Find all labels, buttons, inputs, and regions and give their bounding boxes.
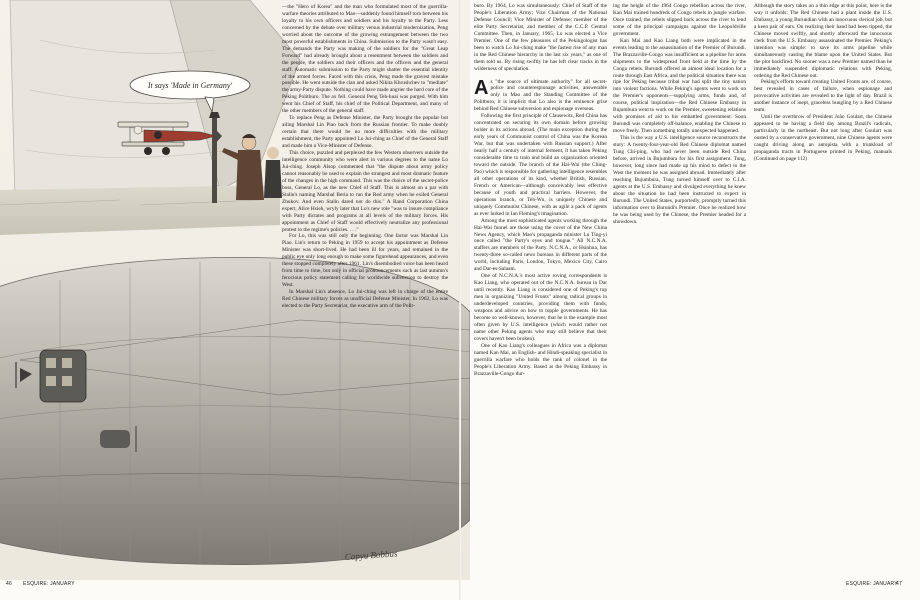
- right-page-number: 47: [896, 581, 902, 587]
- paragraph: One of N.C.N.A.'s most active roving correspondents is Kao Liang, who operated out of the N.C.N.A. bureau in Dar until recently. Kao Liang is considered one of Peking's top men in organizing "United Fronts" among radical groups in underdeveloped countries, providing them with funds, weapons and advice on how to topple governments. He has become so well-known, however, that he is the example most often given by U.S. intelligence (which would rather not name other Peking agents who may still believe that their covers haven't been broken).: [474, 273, 607, 342]
- paragraph: Until the overthrow of President João Goulart, the Chinese appeared to be having a field day among Brazil's radicals, particularly in the northeast. But not long after Goulart was ousted by a conservative government, nine Chinese agents were caught driving along an autopista with a trunkload of propaganda tracts in Portuguese printed in Peking, manuals (Continued on page 112): [754, 114, 892, 162]
- paragraph: Among the most sophisticated agents working through the Hai-Wai funnel are those using the cover of the New China News Agency, which Mao's propaganda minister Lu Ting-yi once called "the Party's eyes and tongue." All N.C.N.A. staffers are members of the Party. N.C.N.A., or Hsinhua, has twenty-three so-called news bureaus in different parts of the world, including Paris, London, Tokyo, Mexico City, Cairo and Dar-es-Salaam.: [474, 217, 607, 273]
- drop-cap: A: [474, 76, 489, 99]
- article-column-1: [282, 4, 448, 310]
- left-page-number: 46: [6, 581, 12, 587]
- paragraph: This is the way a U.S. intelligence source reconstructs the story: A twenty-four-year-old Red Chinese diplomat named Tung Chi-ping, who had never been outside Red China before, arrived in Bujumbura for his first assignment. Tung, however, long since had made up his mind to defect to the West the moment he was assigned abroad. Immediately after reaching Bujumbura, Tung turned himself over to C.I.A. agents at the U.S. Embassy and divulged everything he knew about the situation he had been instructed to expect in Burundi. The United States, purportedly, promptly turned this information over to Burundi's Premier. Once he realized how he was being used by the Chinese, the Premier headed for a showdown.: [613, 135, 746, 225]
- paragraph: buro. By 1964, Lo was simultaneously: Chief of Staff of the People's Liberation Army; Vice Chairman of the National Defense Council; Vice Minister of Defense; member of the elite Party Secretariat, and member of the C.C.P. Central Committee. Then, in January, 1965, Lo was elected a Vice Premier. One of the few pleasures of the Pekingologist has been to watch Lo Jui-ching make "the fastest rise of any man in the Red Chinese hierarchy in the last six years," as one of them told us. By rising swiftly he has left clear tracks in the wilderness of speculation.: [474, 3, 607, 72]
- artist-signature: Capyu Bobbus: [344, 548, 398, 562]
- paragraph-with-dropcap: [474, 76, 607, 114]
- paragraph: —the "Hero of Korea" and the man who formulated most of the guerrilla-warfare theories attributed to Mao—suddenly found himself torn between his loyalty to his own officers and soldiers and his loyalty to the Party. Less concerned by the debate over military versus industrial modernization, Peng worried about the outcome of the growing estrangement between the two most powerful establishments in China. Submission to the Party wasn't easy. The demands the Party was making of the soldiers for the "Great Leap Forward" had already brought about a resentment between the soldiers and the people, the soldiers and their officers and the officers and the general staff. Automatic submission to the Party might shatter the essential identity of the armed forces. Faced with this crisis, Peng made the gravest mistake possible. He went outside the clan and asked Nikita Khrushchev to "mediate" the army-Party dispute. Nothing could have made angrier the hard core of the Peking Politburo. The ax fell. General Peng Teh-huai was purged. With him went his Chief of Staff, his chief of the Political Department, and many of the other members of the general staff.: [282, 4, 448, 115]
- article-column-4: [754, 3, 892, 163]
- paragraph: Following the first principle of Clausewitz, Red China has concentrated on securing its own domain before growing bolder in its actions abroad. (The main exception during the early years of Communist control of China was the Korean War, but that was undertaken with Russian support.) After nearly half a century of internal ferment, it has taken Peking considerable time to train and build an organization oriented toward the outside. The branch of the Hai-Wai (the Ching-Pao) which is responsible for gathering intelligence resembles all other operations of its kind, whether British, Russian, French or American—although conceivably less effective because of youth and practical barriers. However, the operations branch, or Teh-Wu, is uniquely Chinese and uniquely Communist Chinese, with as agile a pack of agents as ever lurked in Ian Fleming's imagination.: [474, 113, 607, 217]
- paragraph: Kan Mai and Kao Liang both were implicated in the events leading to the assassination of the Premier of Burundi. The Brazzaville-Congo was insufficient as a pipeline for arms shipments to the widespread front held at the time by the Congo rebels. Burundi offered an almost ideal location for a route through East Africa, and the political situation there was ripe for Peking because tribal war had split the tiny nation into violent factions. While Peking's agents went to work on the Premier's opponents—supplying arms, funds and, of course, political inspiration—the Red Chinese Embassy in Bujumbura went to work on the Premier, sweetening relations with promises of aid to his embattled government. Soon Burundi was completely off-balance, enabling the Chinese to move freely. Then something totally unexpected happened.: [613, 37, 746, 135]
- paragraph: For Lo, this was still only the beginning. One factor was Marshal Lin Piao. Lin's return to Peking in 1959 to accept his appointment as Defense Minister was short-lived. He had been ill for years, and remained in the public eye only long enough to make some figurehead appearances, and even these stopped completely after 1961. Lin's disembodied voice has been heard from time to time, but only in official pronouncements such as last autumn's ferocious policy statement calling for worldwide subversion to destroy the West.: [282, 233, 448, 289]
- page-gutter: [459, 0, 461, 600]
- article-column-2: [474, 3, 607, 378]
- paragraph: ing the height of the 1964 Congo rebellion across the river, Kan Mai trained hundreds of Congo rebels in jungle warfare. Once trained, the rebels slipped back across the river to lend some of the principal campaigns against the Leopoldville government.: [613, 3, 746, 37]
- speech-bubble-text: It says 'Made in Germany': [147, 81, 233, 90]
- paragraph: In Marshal Lin's absence, Lo Jui-ching was left in charge of the entire Red Chinese military forces as unofficial Defense Minister. In 1962, Lo was elected to the Party Secretariat, the executive arm of the Polit-: [282, 289, 448, 309]
- paragraph: Peking's efforts toward creating United Fronts are, of course, best revealed in cases of failure, when espionage and provocative activities are revealed to the light of day. Brazil is another instance of inept, graceless bungling by a Red Chinese team.: [754, 79, 892, 114]
- paragraph-text: s "the source of ultimate authority" for all secret-police and counterespionage activities, answerable only to Mao and the Standing Committee of the Politburo, it is implicit that Lo also is the eminence grise behind Red Chinese subversion and espionage overseas.: [474, 78, 607, 113]
- paragraph: To replace Peng as Defense Minister, the Party brought the popular but ailing Marshal Lin Piao back from the Russian frontier. To make doubly certain that there would be no more difficulties with the military establishment, the Party appointed Lo Jui-ching as Chief of the General Staff and made him a Vice-Minister of Defense.: [282, 115, 448, 150]
- paragraph: One of Kao Liang's colleagues in Africa was a diplomat named Kan Mai, an English- and Hindi-speaking specialist in guerrilla warfare who holds the rank of colonel in the People's Liberation Army. Based at the Peking Embassy in Brazzaville-Congo dur-: [474, 342, 607, 377]
- paragraph: Although the story takes on a thin edge at this point, here is the way it unfolds: The Red Chinese had a plant inside the U.S. Embassy, a young Burundian with an innocuous clerical job, but a keen pair of ears. On realizing their hand had been tipped, the Chinese moved swiftly, and shortly afterward the innocuous clerk from the U.S. Embassy assassinated the Premier. Peking's intention was simple: to save its arms pipeline while simultaneously casting the blame upon the United States. But the plot backfired. No sooner was a new Premier named than he immediately suspended diplomatic relations with Peking, ordering the Red Chinese out.: [754, 3, 892, 79]
- article-column-3: [613, 3, 746, 226]
- right-magazine-title: ESQUIRE: JANUARY: [846, 581, 898, 587]
- left-magazine-title: ESQUIRE: JANUARY: [23, 581, 75, 587]
- paragraph: This choice, puzzled and perplexed the few Western observers outside the intelligence community who were alert in various degrees to the name Lo Jui-ching. Joseph Alsop commented that "the dispute about army policy cannot reasonably be used to explain the strangest and most dramatic feature of the changes in the high command. This was the choice of the secret-police boss, General Lo, as the new Chief of Staff. This is almost on a par with Stalin's naming Marshal Beria to run the Red army when he exiled General Zhukov. And even Stalin dared not do this." A Rand Corporation China expert, Alice Hsieh, wryly later that Lo's new role "was to insure compliance with Party dictates and programs at all levels of the military forces. His appointment as Chief of Staff would effectively neutralize any professional protest to the regime's policies. . . .": [282, 150, 448, 233]
